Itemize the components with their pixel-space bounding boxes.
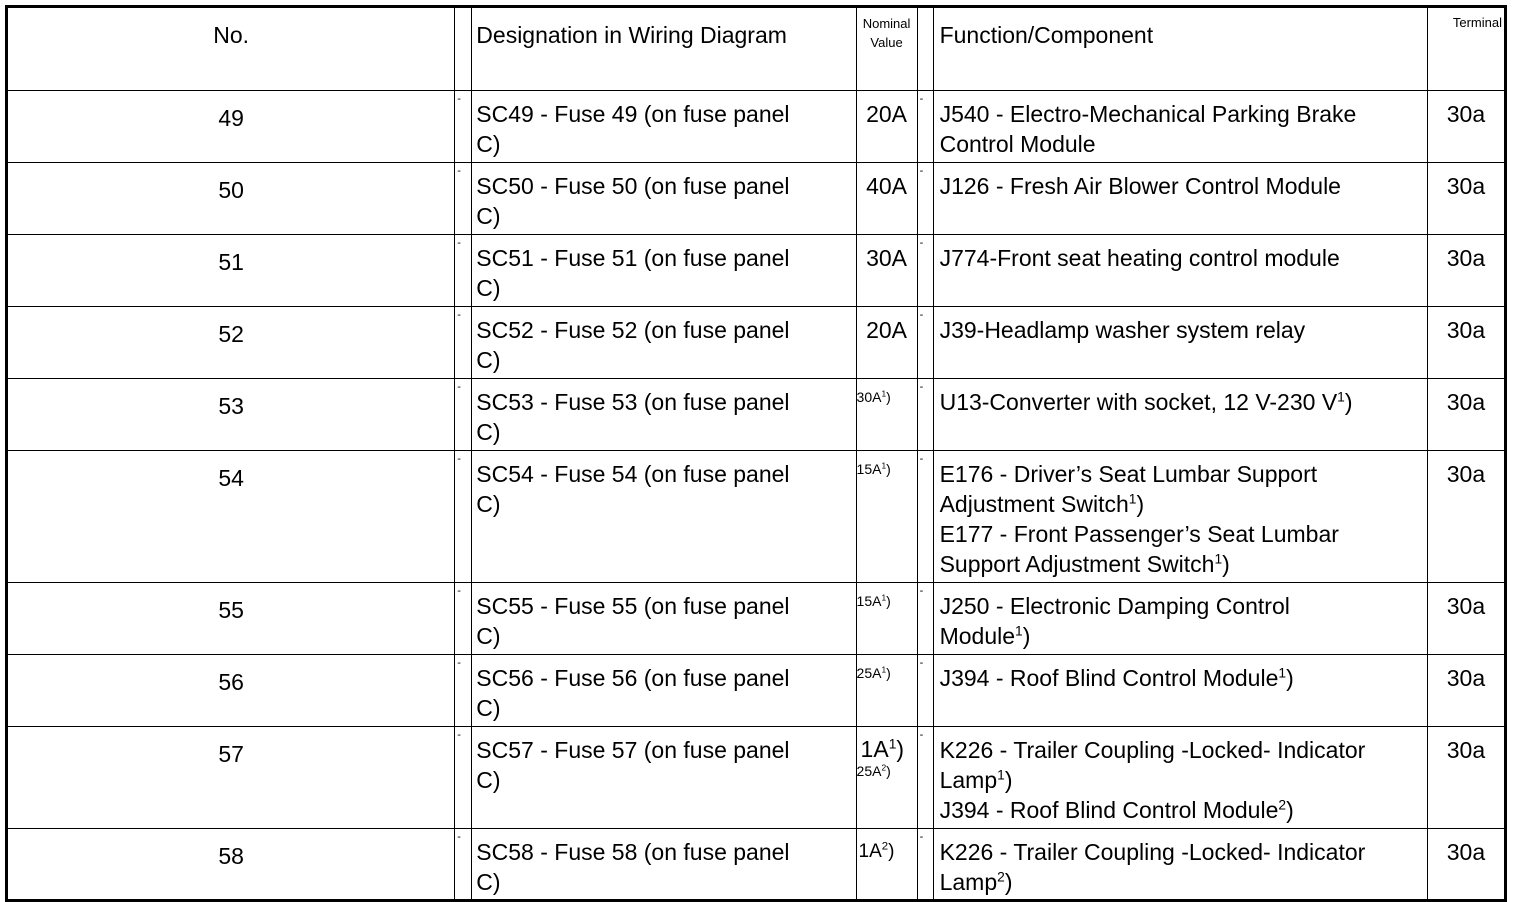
function-text: J39-Headlamp washer system relay [939, 317, 1306, 343]
function-text: J394 - Roof Blind Control Module [939, 665, 1279, 691]
row-marker: - [919, 585, 924, 597]
nominal-value [856, 379, 917, 451]
footnote-marker: 1 [888, 736, 897, 752]
terminal: 30a [1427, 727, 1505, 829]
row-marker-cell [917, 829, 933, 901]
row-marker: - [457, 831, 461, 843]
footnote-paren: ) [896, 736, 905, 762]
row-marker: - [919, 657, 924, 669]
function-component [933, 307, 1427, 379]
row-marker-cell [455, 163, 472, 235]
row-marker-cell [917, 583, 933, 655]
function-text: Lamp [939, 767, 998, 793]
row-marker-cell [455, 655, 472, 727]
row-marker: - [457, 309, 461, 321]
function-line [940, 99, 1421, 129]
row-marker-cell [455, 583, 472, 655]
function-text: Adjustment Switch [939, 491, 1129, 517]
header-designation: Designation in Wiring Diagram [472, 7, 856, 91]
footnote-marker: 1 [881, 664, 887, 675]
row-marker: - [457, 657, 461, 669]
nominal-value-text: 25A [856, 763, 882, 779]
designation-line: SC50 - Fuse 50 (on fuse panel [476, 173, 790, 199]
header-no: No. [7, 7, 455, 91]
nominal-value-line [859, 841, 895, 862]
row-marker: - [919, 381, 924, 393]
footnote-marker: 1 [881, 592, 887, 603]
header-function: Function/Component [933, 7, 1427, 91]
footnote-paren: ) [886, 763, 891, 779]
designation [472, 235, 856, 307]
row-marker-cell [917, 235, 933, 307]
function-line [940, 387, 1421, 417]
designation-line: SC51 - Fuse 51 (on fuse panel [476, 245, 790, 271]
designation-line: SC56 - Fuse 56 (on fuse panel [476, 665, 790, 691]
nominal-value: 20A [856, 91, 917, 163]
header-value: Value [870, 35, 903, 50]
table-row [7, 727, 1506, 829]
function-text: J394 - Roof Blind Control Module [939, 797, 1279, 823]
table-row [7, 307, 1506, 379]
header-spacer [455, 7, 472, 91]
row-marker-cell [917, 307, 933, 379]
nominal-value [856, 583, 917, 655]
fuse-number: 54 [7, 451, 455, 583]
designation-line: C) [476, 347, 501, 373]
footnote-marker: 1 [997, 767, 1005, 783]
function-line [940, 489, 1421, 519]
footnote-paren: ) [1004, 869, 1013, 895]
function-text: Module [939, 623, 1016, 649]
nominal-value-line [857, 460, 917, 478]
designation-line: C) [476, 695, 501, 721]
nominal-value-text: 30A [856, 389, 882, 405]
row-marker: - [919, 453, 924, 465]
row-marker-cell [917, 91, 933, 163]
nominal-value-line [857, 388, 917, 406]
footnote-paren: ) [1286, 665, 1294, 691]
terminal: 30a [1427, 163, 1505, 235]
fuse-number: 49 [7, 91, 455, 163]
nominal-value [856, 829, 917, 901]
footnote-marker: 1 [1128, 491, 1137, 507]
nominal-value: 30A [856, 235, 917, 307]
function-line [940, 519, 1421, 549]
designation-line: C) [476, 869, 501, 895]
table-row [7, 379, 1506, 451]
fuse-number: 58 [7, 829, 455, 901]
footnote-paren: ) [886, 593, 891, 609]
designation [472, 451, 856, 583]
footnote-marker: 1 [1337, 389, 1345, 405]
terminal: 30a [1427, 829, 1505, 901]
footnote-paren: ) [1004, 767, 1013, 793]
nominal-value-line [857, 736, 917, 762]
row-marker: - [919, 237, 924, 249]
terminal: 30a [1427, 655, 1505, 727]
fuse-table-body [7, 7, 1506, 901]
row-marker-cell [917, 727, 933, 829]
function-text: J126 - Fresh Air Blower Control Module [939, 173, 1341, 199]
function-line [940, 549, 1421, 579]
footnote-paren: ) [886, 665, 891, 681]
fuse-number: 56 [7, 655, 455, 727]
function-line [940, 735, 1421, 765]
designation-line: C) [476, 767, 501, 793]
footnote-paren: ) [1344, 389, 1353, 415]
row-marker: - [457, 165, 461, 177]
nominal-value [856, 727, 917, 829]
function-line [940, 765, 1421, 795]
row-marker-cell [917, 163, 933, 235]
nominal-value-text: 1A [858, 841, 882, 862]
table-row [7, 451, 1506, 583]
designation [472, 655, 856, 727]
row-marker: - [457, 585, 461, 597]
function-text: Control Module [939, 131, 1096, 157]
designation-line: C) [476, 203, 501, 229]
nominal-value [856, 655, 917, 727]
designation [472, 307, 856, 379]
function-component [933, 451, 1427, 583]
function-text: U13-Converter with socket, 12 V-230 V [939, 389, 1338, 415]
nominal-value: 40A [856, 163, 917, 235]
designation [472, 727, 856, 829]
header-nominal-value [856, 7, 917, 91]
designation-line: SC49 - Fuse 49 (on fuse panel [476, 101, 790, 127]
footnote-marker: 1 [1015, 623, 1023, 639]
function-text: E177 - Front Passenger’s Seat Lumbar [939, 521, 1339, 547]
function-component [933, 829, 1427, 901]
function-text: E176 - Driver’s Seat Lumbar Support [939, 461, 1318, 487]
row-marker: - [457, 93, 461, 105]
designation [472, 91, 856, 163]
table-row [7, 829, 1506, 901]
designation [472, 163, 856, 235]
row-marker-cell [917, 451, 933, 583]
footnote-marker: 1 [1214, 551, 1223, 567]
function-text: Support Adjustment Switch [939, 551, 1215, 577]
nominal-value [856, 451, 917, 583]
row-marker: - [457, 381, 461, 393]
function-line [940, 243, 1421, 273]
function-text: J774-Front seat heating control module [939, 245, 1340, 271]
designation-line: C) [476, 623, 501, 649]
row-marker: - [919, 93, 924, 105]
row-marker: - [919, 831, 924, 843]
function-component [933, 727, 1427, 829]
terminal: 30a [1427, 583, 1505, 655]
designation-line: SC53 - Fuse 53 (on fuse panel [476, 389, 790, 415]
row-marker-cell [455, 307, 472, 379]
function-text: Lamp [939, 869, 998, 895]
row-marker: - [919, 309, 924, 321]
footnote-marker: 2 [881, 762, 887, 773]
nominal-value-text: 15A [856, 461, 882, 477]
footnote-paren: ) [1286, 797, 1294, 823]
function-line [940, 129, 1421, 159]
function-component [933, 235, 1427, 307]
function-line [940, 867, 1421, 897]
header-nominal: Nominal [862, 16, 911, 31]
row-marker: - [457, 729, 461, 741]
function-text: J250 - Electronic Damping Control [939, 593, 1290, 619]
footnote-paren: ) [1136, 491, 1145, 517]
footnote-paren: ) [886, 389, 891, 405]
function-line [940, 795, 1421, 825]
terminal: 30a [1427, 451, 1505, 583]
fuse-number: 55 [7, 583, 455, 655]
fuse-number: 51 [7, 235, 455, 307]
function-component [933, 379, 1427, 451]
function-component [933, 91, 1427, 163]
footnote-marker: 1 [881, 460, 887, 471]
designation [472, 829, 856, 901]
fuse-number: 53 [7, 379, 455, 451]
function-line [940, 591, 1421, 621]
row-marker: - [919, 729, 924, 741]
designation [472, 583, 856, 655]
header-spacer-2 [917, 7, 933, 91]
row-marker-cell [455, 235, 472, 307]
row-marker: - [919, 165, 924, 177]
designation-line: C) [476, 275, 501, 301]
header-row [7, 7, 1506, 91]
row-marker: - [457, 237, 461, 249]
row-marker: - [457, 453, 461, 465]
nominal-value-line [857, 592, 917, 610]
function-line [940, 621, 1421, 651]
row-marker-cell [455, 379, 472, 451]
nominal-value-text: 1A [860, 736, 889, 762]
function-line [940, 459, 1421, 489]
terminal: 30a [1427, 235, 1505, 307]
function-line [940, 171, 1421, 201]
footnote-marker: 2 [881, 840, 889, 853]
footnote-paren: ) [1222, 551, 1230, 577]
terminal: 30a [1427, 379, 1505, 451]
function-text: J540 - Electro-Mechanical Parking Brake [939, 101, 1357, 127]
designation-line: SC58 - Fuse 58 (on fuse panel [476, 839, 790, 865]
function-component [933, 655, 1427, 727]
table-row [7, 163, 1506, 235]
nominal-value-text: 25A [856, 665, 882, 681]
nominal-value: 20A [856, 307, 917, 379]
designation-line: C) [476, 419, 501, 445]
fuse-number: 57 [7, 727, 455, 829]
nominal-value-line [857, 664, 917, 682]
function-line [940, 663, 1421, 693]
designation [472, 379, 856, 451]
nominal-value-text: 15A [856, 593, 882, 609]
footnote-marker: 1 [881, 388, 887, 399]
fuse-number: 52 [7, 307, 455, 379]
designation-line: SC57 - Fuse 57 (on fuse panel [476, 737, 790, 763]
designation-line: SC54 - Fuse 54 (on fuse panel [476, 461, 790, 487]
footnote-paren: ) [888, 841, 895, 862]
row-marker-cell [455, 829, 472, 901]
footnote-marker: 2 [1278, 797, 1287, 813]
function-component [933, 163, 1427, 235]
footnote-marker: 1 [1278, 665, 1287, 681]
designation-line: SC55 - Fuse 55 (on fuse panel [476, 593, 790, 619]
footnote-paren: ) [1022, 623, 1031, 649]
function-text: K226 - Trailer Coupling -Locked- Indicator [939, 737, 1366, 763]
table-row [7, 235, 1506, 307]
function-text: K226 - Trailer Coupling -Locked- Indicator [939, 839, 1366, 865]
designation-line: C) [476, 131, 501, 157]
footnote-paren: ) [886, 461, 891, 477]
nominal-value-line [857, 762, 917, 780]
designation-line: C) [476, 491, 501, 517]
function-line [940, 315, 1421, 345]
table-row [7, 583, 1506, 655]
designation-line: SC52 - Fuse 52 (on fuse panel [476, 317, 790, 343]
row-marker-cell [455, 727, 472, 829]
terminal: 30a [1427, 91, 1505, 163]
function-line [940, 837, 1421, 867]
header-terminal: Terminal [1427, 7, 1505, 91]
row-marker-cell [455, 451, 472, 583]
row-marker-cell [917, 379, 933, 451]
fuse-number: 50 [7, 163, 455, 235]
table-row [7, 655, 1506, 727]
row-marker-cell [917, 655, 933, 727]
table-row [7, 91, 1506, 163]
function-component [933, 583, 1427, 655]
fuse-table [5, 5, 1507, 902]
terminal: 30a [1427, 307, 1505, 379]
footnote-marker: 2 [997, 869, 1005, 885]
row-marker-cell [455, 91, 472, 163]
